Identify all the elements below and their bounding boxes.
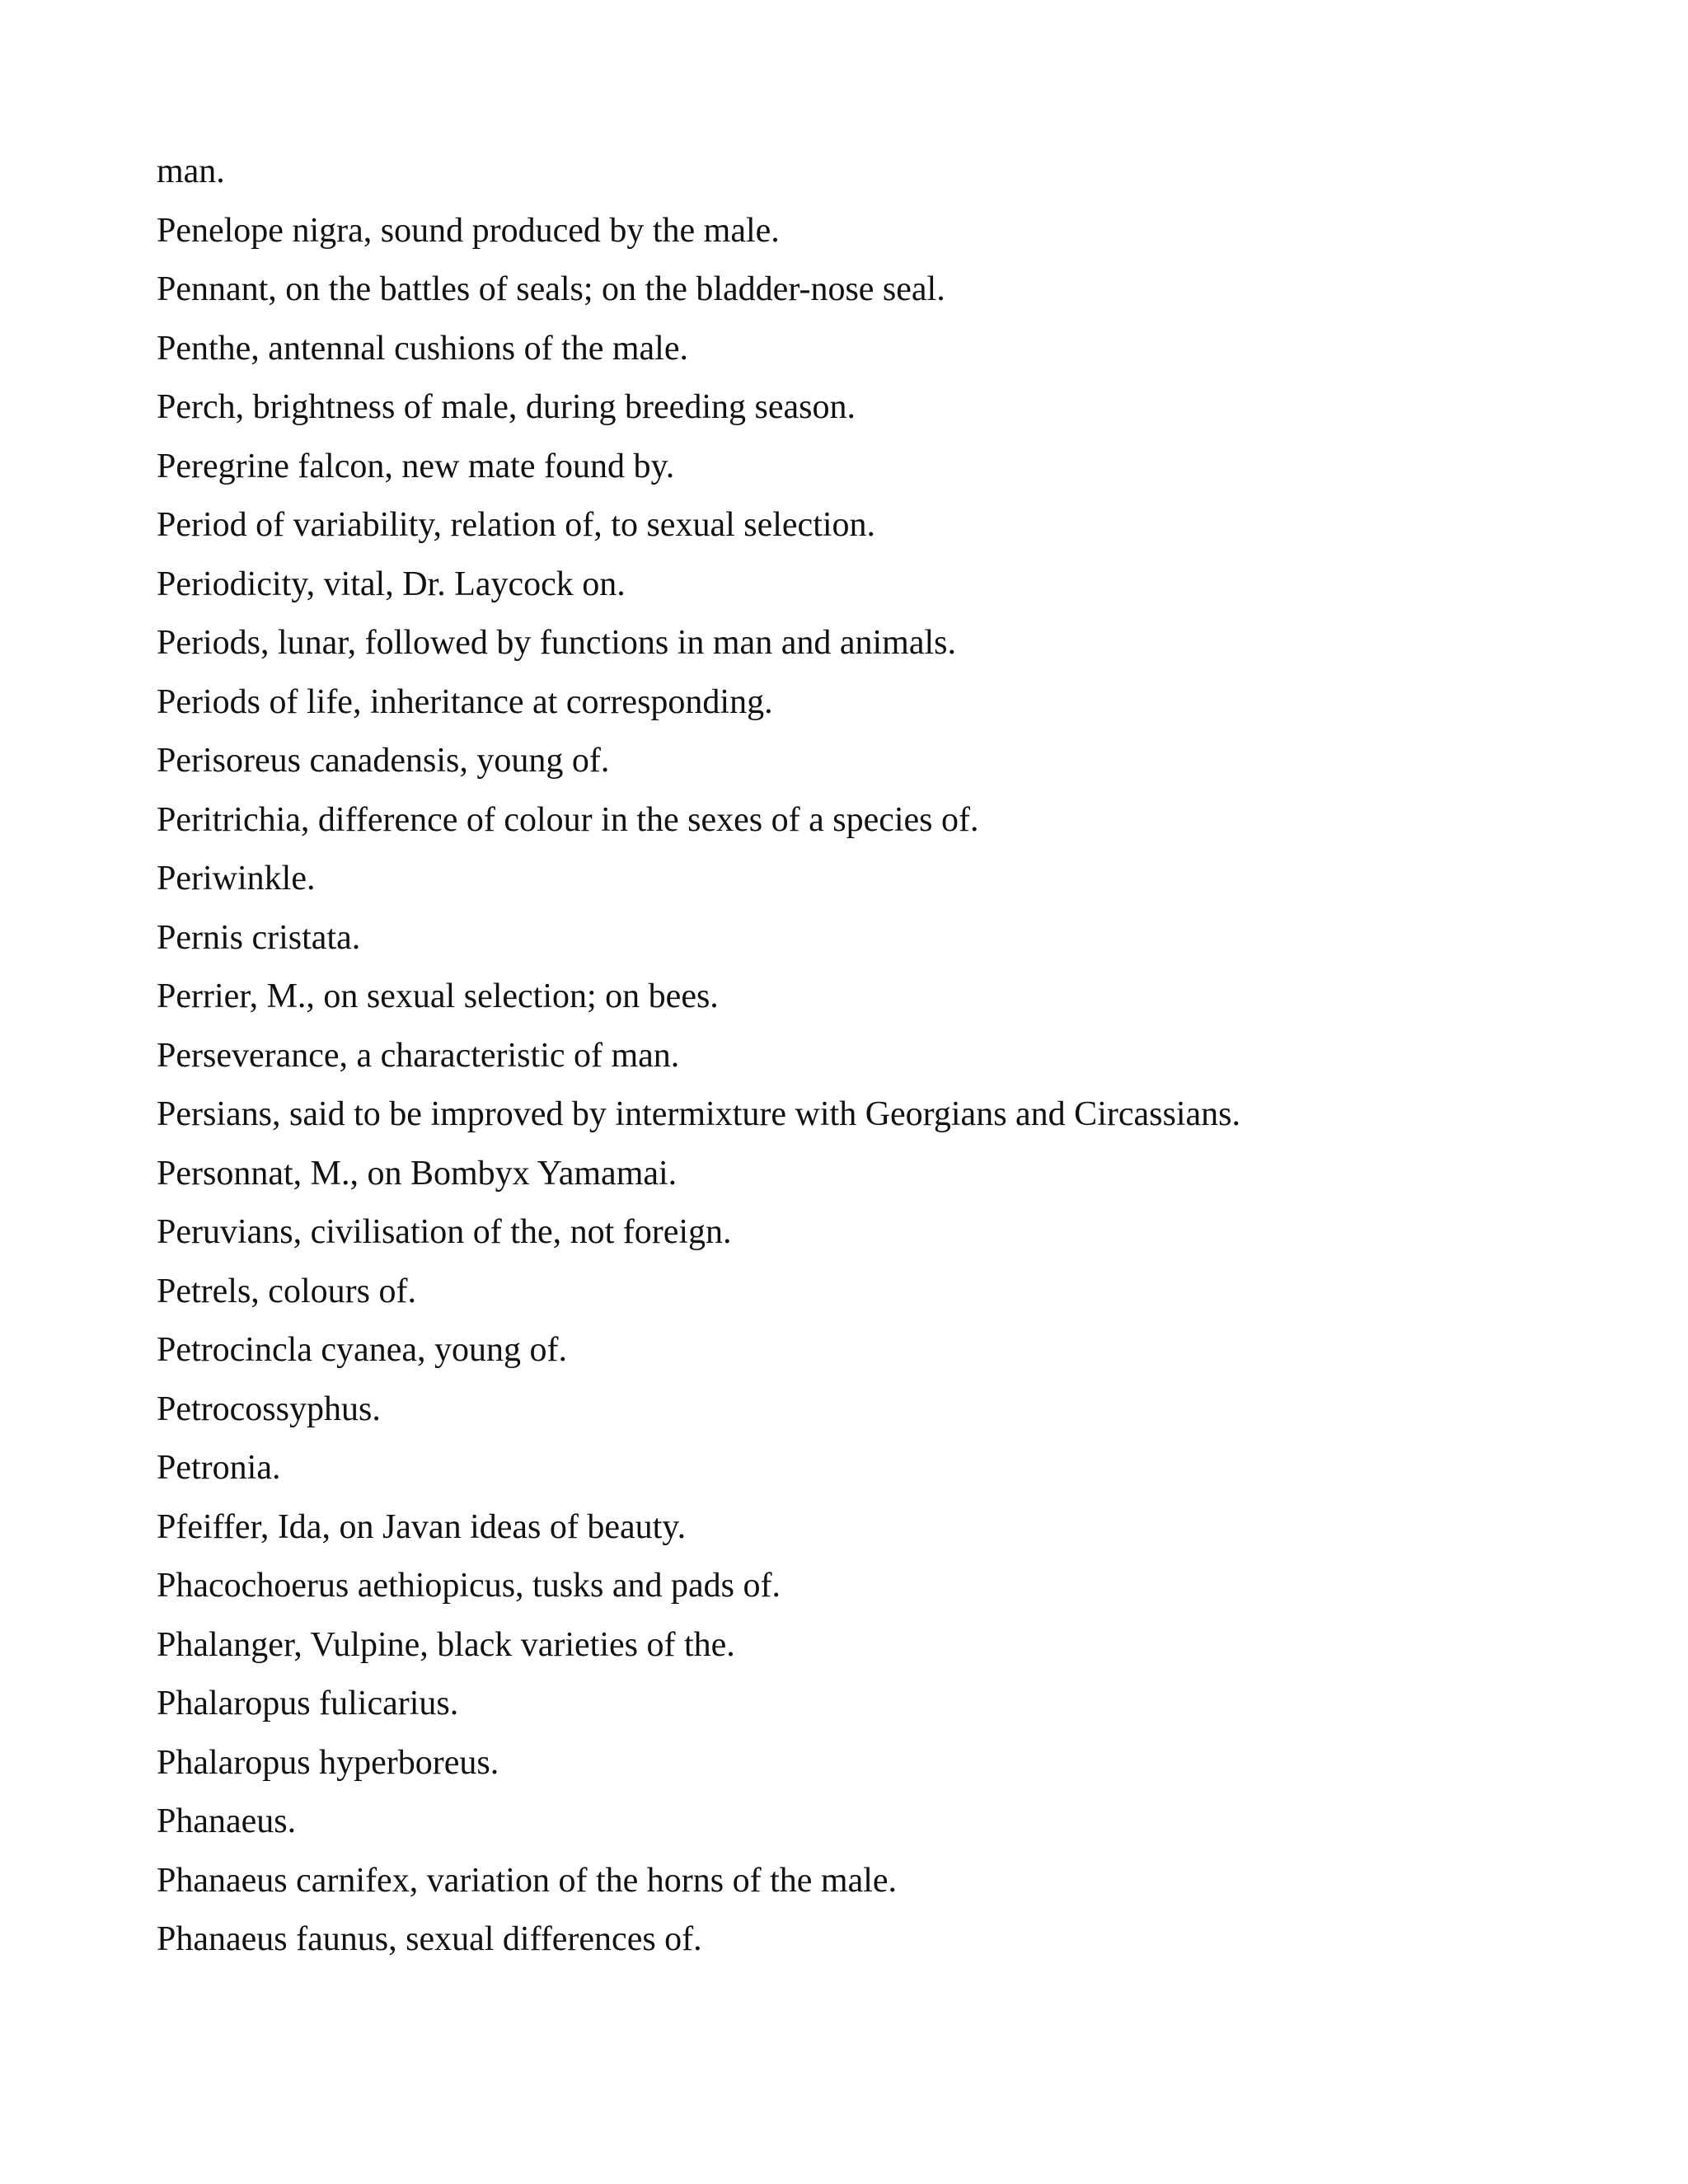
index-entry: Petrels, colours of. xyxy=(157,1272,416,1310)
index-entry: Petrocincla cyanea, young of. xyxy=(157,1331,567,1369)
index-entry: man. xyxy=(157,152,225,190)
index-entry: Perrier, M., on sexual selection; on bees. xyxy=(157,977,719,1015)
index-entry: Period of variability, relation of, to sexual selection. xyxy=(157,506,876,544)
index-entry: Penelope nigra, sound produced by the male. xyxy=(157,211,780,250)
index-entry: Petrocossyphus. xyxy=(157,1390,381,1428)
index-entry: Penthe, antennal cushions of the male. xyxy=(157,329,688,368)
index-entry: Persians, said to be improved by intermixture with Georgians and Circassians. xyxy=(157,1095,1240,1133)
index-entry: Periwinkle. xyxy=(157,860,316,898)
index-entry: Periods, lunar, followed by functions in man and animals. xyxy=(157,624,956,662)
index-entry: Phanaeus carnifex, variation of the horns of the male. xyxy=(157,1861,898,1900)
index-entry: Pfeiffer, Ida, on Javan ideas of beauty. xyxy=(157,1507,687,1546)
index-entry: Periodicity, vital, Dr. Laycock on. xyxy=(157,565,626,603)
index-entry: Phacochoerus aethiopicus, tusks and pads of. xyxy=(157,1567,781,1605)
index-entry: Peruvians, civilisation of the, not foreign. xyxy=(157,1213,732,1251)
index-entry: Pernis cristata. xyxy=(157,918,361,957)
index-entry: Petronia. xyxy=(157,1449,281,1487)
index-entry-list xyxy=(157,151,1294,1978)
index-entry: Phalaropus fulicarius. xyxy=(157,1685,459,1722)
index-entry: Personnat, M., on Bombyx Yamamai. xyxy=(157,1154,678,1193)
index-entry: Phanaeus faunus, sexual differences of. xyxy=(157,1920,702,1958)
index-entry: Periods of life, inheritance at corresponding. xyxy=(157,682,773,721)
index-entry: Perch, brightness of male, during breeding season. xyxy=(157,388,856,426)
index-entry: Perisoreus canadensis, young of. xyxy=(157,742,610,780)
index-entry: Peritrichia, difference of colour in the sexes of a species of. xyxy=(157,800,979,839)
index-entry: Phalaropus hyperboreus. xyxy=(157,1743,499,1782)
index-entry: Phalanger, Vulpine, black varieties of the. xyxy=(157,1625,735,1664)
index-entry: Phanaeus. xyxy=(157,1802,297,1840)
index-entry: Pennant, on the battles of seals; on the bladder-nose seal. xyxy=(157,270,945,308)
index-entry: Peregrine falcon, new mate found by. xyxy=(157,447,675,485)
index-entry: Perseverance, a characteristic of man. xyxy=(157,1036,680,1075)
